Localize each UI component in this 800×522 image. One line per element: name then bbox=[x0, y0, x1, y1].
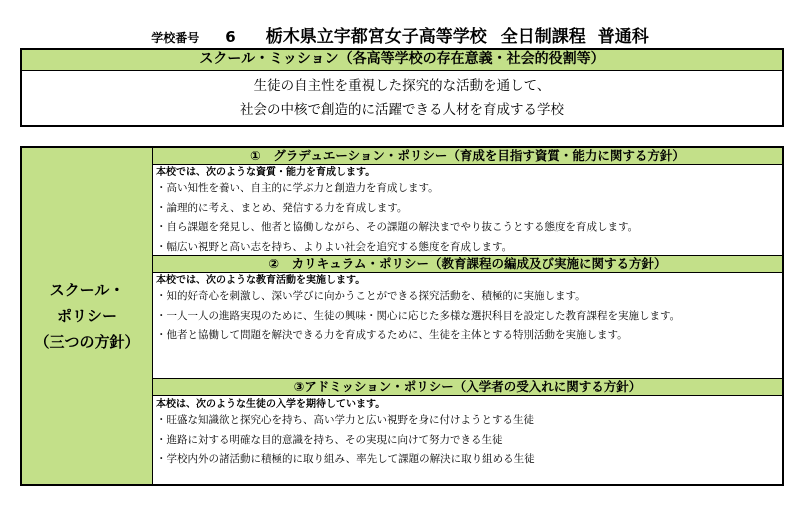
curriculum-policy-body bbox=[153, 274, 782, 346]
mission-heading: スクール・ミッション（各高等学校の存在意義・社会的役割等） bbox=[20, 48, 784, 71]
admission-policy-intro: 本校は、次のような生徒の入学を期待しています。 bbox=[156, 399, 386, 410]
curriculum-policy-intro: 本校では、次のような教育活動を実施します。 bbox=[156, 275, 366, 286]
curriculum-policy-item: ・他者と協働して問題を解決できる力を育成するために、生徒を主体とする特別活動を実施します。 bbox=[156, 329, 628, 341]
admission-policy-item: ・旺盛な知識欲と探究心を持ち、高い学力と広い視野を身に付けようとする生徒 bbox=[156, 414, 534, 426]
mission-line-2: 社会の中核で創造的に活躍できる人材を育成する学校 bbox=[240, 102, 564, 118]
course-name: 全日制課程 bbox=[500, 27, 586, 47]
policy-label-line-2: ポリシー bbox=[56, 307, 117, 325]
admission-policy-item: ・進路に対する明確な目的意識を持ち、その実現に向けて努力できる生徒 bbox=[156, 433, 503, 446]
school-name: 栃木県立宇都宮女子高等学校 bbox=[265, 27, 487, 47]
graduation-policy-item: ・論理的に考え、まとめ、発信する力を育成します。 bbox=[156, 201, 408, 214]
curriculum-policy-heading: ② カリキュラム・ポリシー（教育課程の編成及び実施に関する方針） bbox=[153, 256, 782, 273]
curriculum-policy-item: ・一人一人の進路実現のために、生徒の興味・関心に応じた多様な選択科目を設定した教育課程を実施します。 bbox=[156, 309, 681, 322]
graduation-policy-heading: ① グラデュエーション・ポリシー（育成を目指す資質・能力に関する方針） bbox=[153, 148, 782, 165]
graduation-policy-item: ・高い知性を養い、自主的に学ぶ力と創造力を育成します。 bbox=[156, 182, 439, 194]
policy-label-line-1: スクール・ bbox=[49, 281, 125, 299]
curriculum-policy-item: ・知的好奇心を刺激し、深い学びに向かうことができる探究活動を、積極的に実施します。 bbox=[156, 290, 586, 302]
mission-line-1: 生徒の自主性を重視した探究的な活動を通して、 bbox=[253, 78, 551, 94]
policy-label-line-3: （三つの方針） bbox=[34, 333, 140, 351]
department-name: 普通科 bbox=[597, 27, 649, 47]
graduation-policy-intro: 本校では、次のような資質・能力を育成します。 bbox=[156, 167, 376, 178]
admission-policy-body bbox=[153, 398, 782, 470]
admission-policy-heading: ③アドミッション・ポリシー（入学者の受入れに関する方針） bbox=[153, 379, 782, 396]
graduation-policy-item: ・幅広い視野と高い志を持ち、よりよい社会を追究する態度を育成します。 bbox=[156, 240, 513, 253]
admission-policy-item: ・学校内外の諸活動に積極的に取り組み、率先して課題の解決に取り組める生徒 bbox=[156, 453, 535, 465]
policy-label bbox=[22, 148, 153, 484]
graduation-policy-item: ・自ら課題を発見し、他者と協働しながら、その課題の解決までやり抜こうとする態度を育成します。 bbox=[156, 221, 639, 233]
graduation-policy-body bbox=[153, 166, 782, 257]
school-number-label: 学校番号 bbox=[151, 31, 200, 45]
school-number: 6 bbox=[225, 28, 236, 46]
document-title bbox=[0, 22, 800, 47]
mission-body bbox=[20, 71, 784, 127]
